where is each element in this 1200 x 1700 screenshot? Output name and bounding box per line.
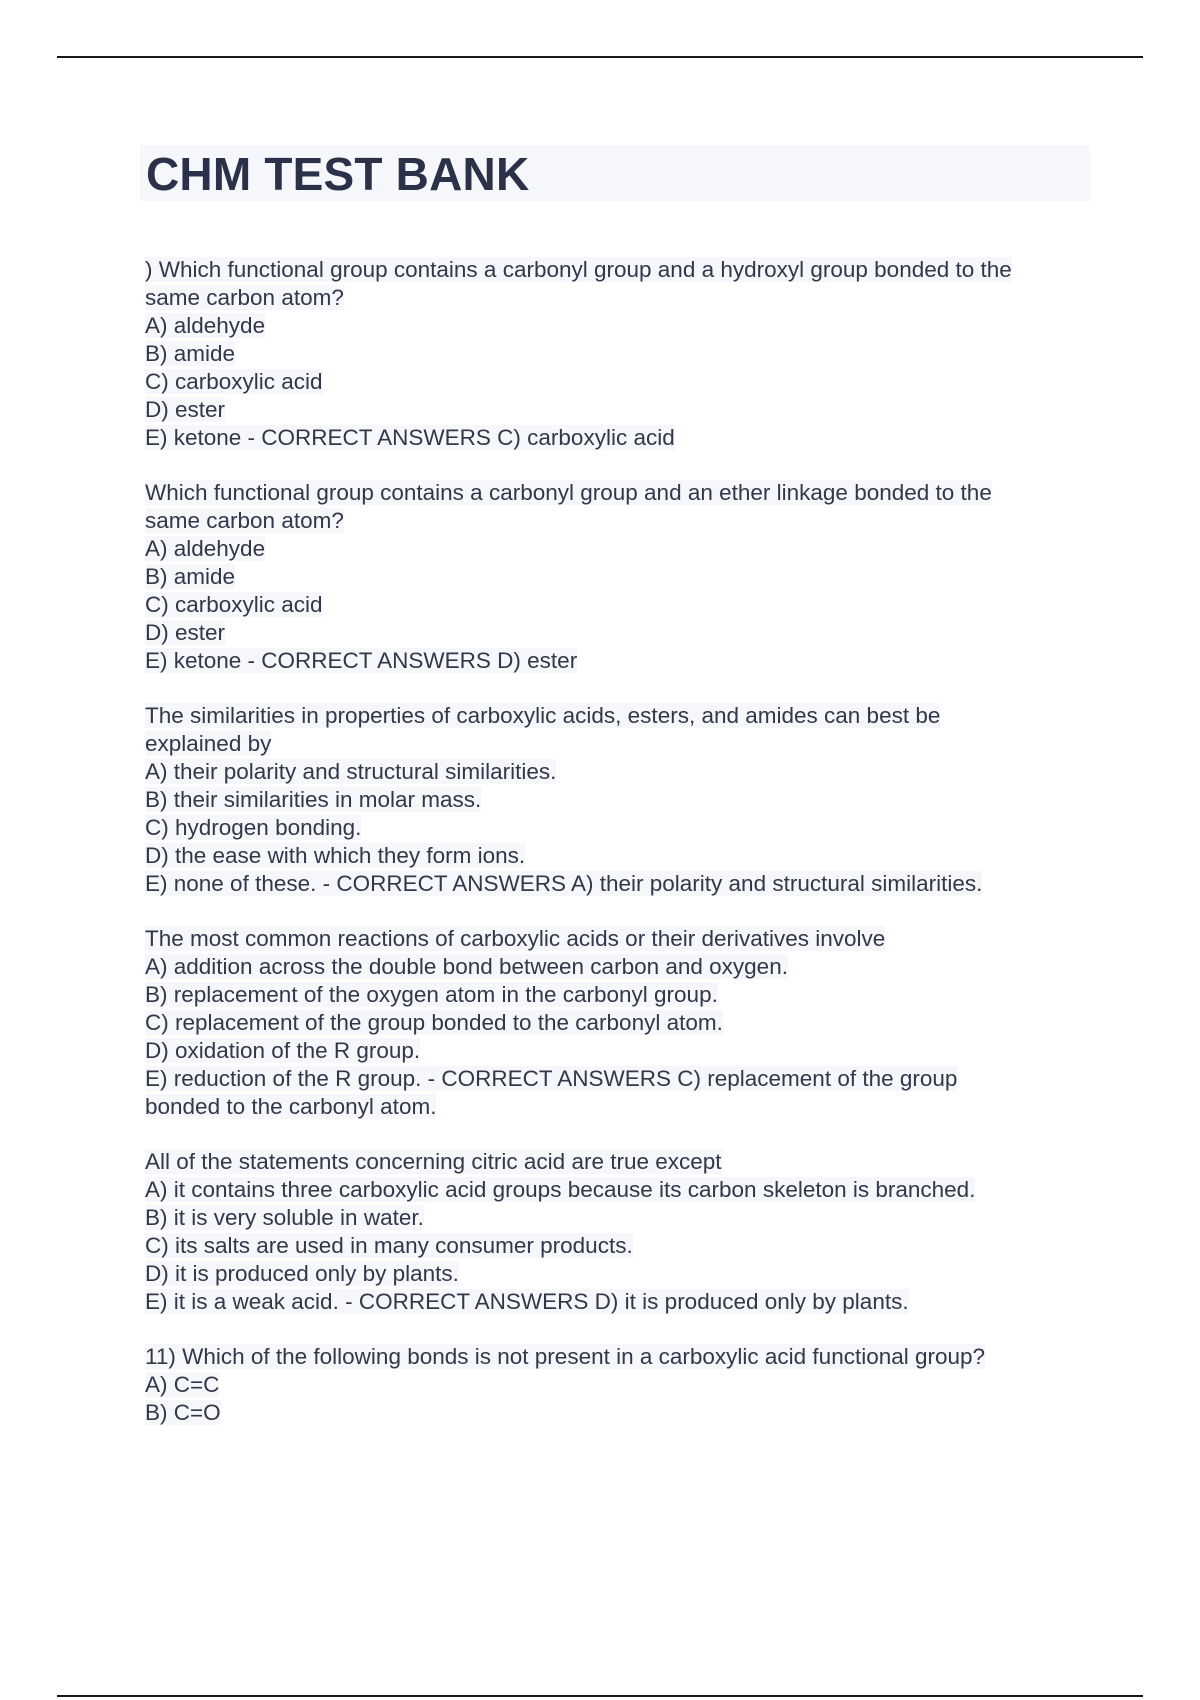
answer-option bbox=[145, 814, 1090, 842]
option-text: E) ketone - CORRECT ANSWERS C) carboxylic acid bbox=[145, 425, 675, 450]
option-text: E) reduction of the R group. - CORRECT ANSWERS C) replacement of the group bbox=[145, 1066, 958, 1091]
question-text: same carbon atom? bbox=[145, 508, 344, 533]
answer-option bbox=[145, 619, 1090, 647]
question-4 bbox=[145, 925, 1090, 1121]
option-text: A) aldehyde bbox=[145, 536, 266, 561]
option-text: E) none of these. - CORRECT ANSWERS A) their polarity and structural similarities. bbox=[145, 871, 983, 896]
option-text: B) their similarities in molar mass. bbox=[145, 787, 482, 812]
question-1 bbox=[145, 256, 1090, 452]
bottom-rule bbox=[57, 1695, 1143, 1697]
answer-option bbox=[145, 786, 1090, 814]
answer-option bbox=[145, 1232, 1090, 1260]
option-text: C) carboxylic acid bbox=[145, 592, 323, 617]
question-text: ) Which functional group contains a carbonyl group and a hydroxyl group bonded to the bbox=[145, 257, 1012, 282]
question-text: The similarities in properties of carboxylic acids, esters, and amides can best be bbox=[145, 703, 941, 728]
option-text: bonded to the carbonyl atom. bbox=[145, 1094, 437, 1119]
option-text: C) carboxylic acid bbox=[145, 369, 323, 394]
option-text: D) oxidation of the R group. bbox=[145, 1038, 421, 1063]
question-text: The most common reactions of carboxylic acids or their derivatives involve bbox=[145, 926, 886, 951]
answer-option bbox=[145, 563, 1090, 591]
question-line bbox=[145, 1148, 1090, 1176]
question-text: 11) Which of the following bonds is not present in a carboxylic acid functional group? bbox=[145, 1344, 986, 1369]
question-line bbox=[145, 925, 1090, 953]
option-text: E) ketone - CORRECT ANSWERS D) ester bbox=[145, 648, 578, 673]
answer-option bbox=[145, 1037, 1090, 1065]
option-text: A) C=C bbox=[145, 1372, 220, 1397]
question-text: Which functional group contains a carbonyl group and an ether linkage bonded to the bbox=[145, 480, 992, 505]
question-list bbox=[145, 256, 1090, 1454]
option-text: A) addition across the double bond between carbon and oxygen. bbox=[145, 954, 788, 979]
page-title: CHM TEST BANK bbox=[146, 148, 530, 200]
answer-option bbox=[145, 758, 1090, 786]
question-line bbox=[145, 507, 1090, 535]
question-5 bbox=[145, 1148, 1090, 1316]
question-line bbox=[145, 702, 1090, 730]
option-text: C) replacement of the group bonded to the carbonyl atom. bbox=[145, 1010, 723, 1035]
option-text: C) hydrogen bonding. bbox=[145, 815, 362, 840]
answer-option-with-correct-answer bbox=[145, 424, 1090, 452]
option-text: B) it is very soluble in water. bbox=[145, 1205, 424, 1230]
question-3 bbox=[145, 702, 1090, 898]
answer-option bbox=[145, 953, 1090, 981]
option-text: B) amide bbox=[145, 564, 236, 589]
question-line bbox=[145, 256, 1090, 284]
question-6 bbox=[145, 1343, 1090, 1427]
option-text: D) the ease with which they form ions. bbox=[145, 843, 526, 868]
answer-option bbox=[145, 842, 1090, 870]
option-text: E) it is a weak acid. - CORRECT ANSWERS D) it is produced only by plants. bbox=[145, 1289, 909, 1314]
answer-option-with-correct-answer bbox=[145, 1288, 1090, 1316]
question-line bbox=[145, 1343, 1090, 1371]
option-text: D) ester bbox=[145, 620, 226, 645]
question-text: explained by bbox=[145, 731, 272, 756]
question-text: All of the statements concerning citric acid are true except bbox=[145, 1149, 722, 1174]
question-line bbox=[145, 730, 1090, 758]
answer-option bbox=[145, 340, 1090, 368]
answer-option bbox=[145, 1204, 1090, 1232]
answer-option bbox=[145, 396, 1090, 424]
answer-option bbox=[145, 312, 1090, 340]
answer-option bbox=[145, 368, 1090, 396]
answer-option bbox=[145, 1009, 1090, 1037]
question-line bbox=[145, 284, 1090, 312]
answer-option-with-correct-answer bbox=[145, 1065, 1090, 1093]
question-2 bbox=[145, 479, 1090, 675]
answer-continuation bbox=[145, 1093, 1090, 1121]
answer-option bbox=[145, 535, 1090, 563]
top-rule bbox=[57, 56, 1143, 58]
option-text: A) aldehyde bbox=[145, 313, 266, 338]
question-text: same carbon atom? bbox=[145, 285, 344, 310]
answer-option bbox=[145, 591, 1090, 619]
answer-option bbox=[145, 1371, 1090, 1399]
option-text: A) it contains three carboxylic acid groups because its carbon skeleton is branched. bbox=[145, 1177, 976, 1202]
option-text: A) their polarity and structural similarities. bbox=[145, 759, 557, 784]
option-text: B) replacement of the oxygen atom in the carbonyl group. bbox=[145, 982, 718, 1007]
answer-option-with-correct-answer bbox=[145, 647, 1090, 675]
option-text: C) its salts are used in many consumer products. bbox=[145, 1233, 633, 1258]
option-text: B) C=O bbox=[145, 1400, 221, 1425]
answer-option bbox=[145, 1260, 1090, 1288]
option-text: B) amide bbox=[145, 341, 236, 366]
answer-option bbox=[145, 981, 1090, 1009]
answer-option bbox=[145, 1399, 1090, 1427]
answer-option bbox=[145, 1176, 1090, 1204]
option-text: D) ester bbox=[145, 397, 226, 422]
question-line bbox=[145, 479, 1090, 507]
option-text: D) it is produced only by plants. bbox=[145, 1261, 459, 1286]
answer-option-with-correct-answer bbox=[145, 870, 1090, 898]
